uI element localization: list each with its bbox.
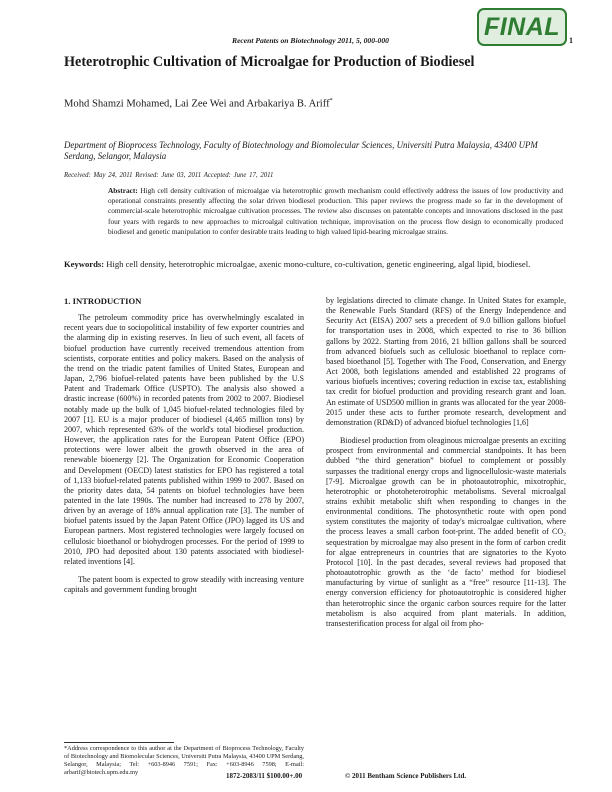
author-affiliation: Department of Bioprocess Technology, Faculty of Biotechnology and Biomolecular Sciences, Universiti Putra Malaysia, 43400 UPM Serdang, Selangor, Malaysia bbox=[64, 140, 538, 162]
section-heading-introduction: 1. INTRODUCTION bbox=[64, 296, 142, 306]
keywords bbox=[64, 259, 564, 270]
body-column-left bbox=[64, 296, 304, 595]
body-paragraph: Biodiesel production from oleaginous microalgae presents an exciting prospect from environmental and commercial standpoints. It has been dubbed “the third generation” biofuel to complement or possibly surpasses the traditional energy crops and lignocellulosic-waste materials [7-9]. Microalgae growth can be in photoautotrophic, mixotrophic, heterotrophic or photoheterotrophic metabolisms. Several microalgal strains exhibit metabolic shift when responding to changes in the environmental conditions. The photosynthetic route with open pond system constitutes the majority of today's microalgae cultivation, where the process leaves a small carbon foot-print. The added benefit of CO₂ sequestration by microalgae may also present in the form of carbon credit for algae entrepreneurs in countries that are signatories to the Kyoto Protocol [10]. In the past decades, several reviews had proposed that photoautotrophic growth as the ‘de facto’ method for biodiesel manufacturing by virtue of sunlight as a “free” resource [11-13]. The energy conversion efficiency for photoautotrophic is considered higher than heterotrophic since the organic carbon sources require for the latter metabolism is also acquired from plant materials. In addition, transesterification process for algal oil from pho- bbox=[326, 436, 566, 628]
footer-issn: 1872-2083/11 $100.00+.00 bbox=[226, 772, 303, 780]
page-number: 1 bbox=[569, 36, 573, 45]
author-names: Mohd Shamzi Mohamed, Lai Zee Wei and Arbakariya B. Ariff bbox=[64, 98, 330, 110]
body-paragraph: by legislations directed to climate change. In United States for example, the Renewable Fuels Standard (RFS) of the Energy Independence and Security Act (EISA) 2007 sets a precedent of 9.0 billion gallons biofuel for transportation uses in 2008, which expected to rise to 36 billion gallons by 2022. Starting from 2016, 21 billion gallons shall be sourced from advanced biofuels such as cellulosic bioethanol to replace corn-based bioethanol [5]. Together with The Food, Conservation, and Energy Act 2008, both legislations amended and established 22 programs of various biofuels incentives; covering reduction in excise tax, establishing tax credit for biofuel production and providing research grant and loan. An estimate of USD500 million in grants was allocated for the year 2008-2015 under these acts to further promote research, development and demonstration (RD&D) of advanced biofuel technologies [1,6] bbox=[326, 296, 566, 427]
journal-running-header: Recent Patents on Biotechnology 2011, 5, 000-000 bbox=[232, 36, 389, 45]
keywords-label: Keywords: bbox=[64, 259, 105, 269]
footer-copyright: © 2011 Bentham Science Publishers Ltd. bbox=[345, 772, 467, 780]
abstract-text: High cell density cultivation of microalgae via heterotrophic growth mechanism could effectively address the issues of low productivity and operational constraints presently affecting the solar driven biodiesel production. This paper reviews the progress made so far in the development of commercial-scale heterotrophic microalgae cultivation processes. The review also discusses on patentable concepts and innovations disclosed in the past four years with regards to new approaches to microalgal cultivation technique, improvisation on the process flow design to economically produced biodiesel and genetic manipulation to confer desirable traits leading to high valued lipid-bearing microalgae strains. bbox=[108, 186, 563, 236]
article-title: Heterotrophic Cultivation of Microalgae for Production of Biodiesel bbox=[64, 54, 475, 70]
author-list bbox=[64, 98, 333, 110]
article-dates: Received: May 24, 2011 Revised: June 03, 2011 Accepted: June 17, 2011 bbox=[64, 172, 274, 179]
body-paragraph: The patent boom is expected to grow steadily with increasing venture capitals and government funding brought bbox=[64, 575, 304, 595]
abstract bbox=[108, 186, 563, 237]
body-paragraph: The petroleum commodity price has overwhelmingly escalated in recent years due to sociopolitical instability of few exporter countries and the alarming dip in existing reserves. In lieu of such event, all facets of biofuel production have currently received tremendous attention from scientists, corporate entities and policy makers. Based on the analysis of the trend on the triadic patent families of United States, European and Japan, 2,796 biofuel-related patents have been published by the U.S Patent and Trademark Office (USPTO). The analysis also showed a drastic increase (600%) in recorded patents from 2002 to 2007. Biodiesel notably made up the bulk of 1,045 biofuel-related technologies filed by 2007 [1]. EU is a major producer of biodiesel (4,465 million tons) by 2007, which represented 63% of the world's total biodiesel production. However, the application rates for the European Patent Office (EPO) protections were lower albeit the growth observed in the area of renewable bioenergy [2]. The Organization for Economic Cooperation and Development (OECD) latest statistics for EPO has registered a total of 1,133 biofuel-related patents published within 1999 to 2007. Based on the priority dates data, 54 patents on biofuel technologies have been patented in the late 1990s. The number had increased to 278 by 2007, driven by an average of 18% annual application rate [3]. The number of biofuel patents issued by the Japan Patent Office (JPO) lagged its US and European partners. Most registered technologies were largely focused on cellulosic bioethanol or biohydrogen processes. For the period of 1999 to 2010, JPO had deposited about 130 patents associated with biodiesel-related inventions [4]. bbox=[64, 313, 304, 566]
footnote-divider bbox=[64, 742, 174, 743]
keywords-text: High cell density, heterotrophic microalgae, axenic mono-culture, co-cultivation, genetic engineering, algal lipid, biodiesel. bbox=[106, 259, 531, 269]
body-column-right bbox=[326, 296, 566, 629]
abstract-label: Abstract: bbox=[108, 186, 138, 195]
final-version-badge: FINAL bbox=[477, 8, 567, 46]
correspondence-footnote: *Address correspondence to this author at the Department of Bioprocess Technology, Faculty of Biotechnology and Biomolecular Sciences, Universiti Putra Malaysia, 43400 UPM Serdang, Selangor, Malaysia; Tel: +603-8946 7591; Fax: +603-8946 7598; E-mail: arbarif@biotech.upm.edu.my bbox=[64, 745, 304, 776]
corresponding-author-marker: * bbox=[329, 98, 333, 104]
